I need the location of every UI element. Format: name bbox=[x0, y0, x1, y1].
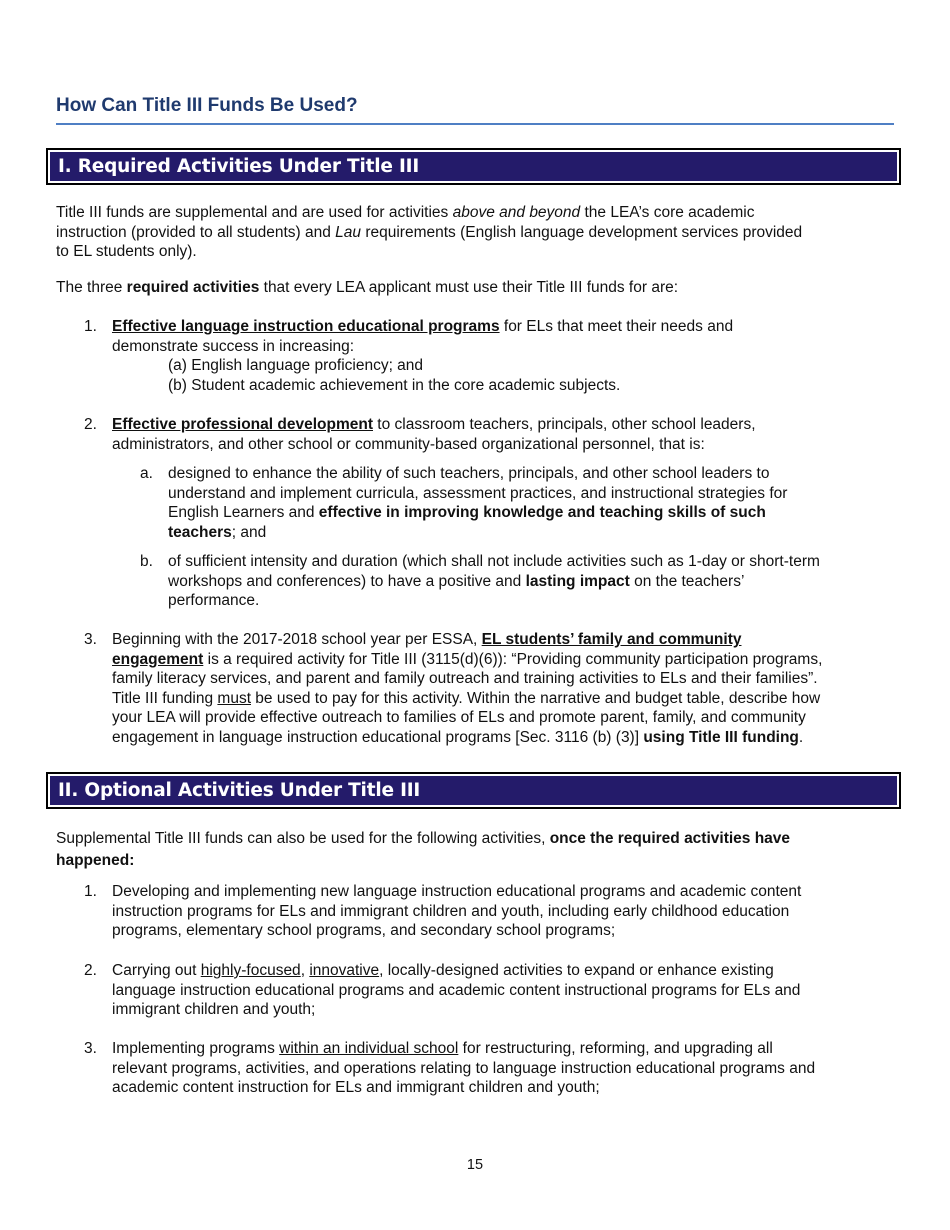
underlined-text: highly-focused bbox=[200, 962, 301, 979]
bold-text: effective in improving knowledge and teaching skills of such bbox=[318, 504, 766, 522]
optional-item-2 bbox=[112, 961, 902, 1020]
list-letter: b. bbox=[140, 553, 153, 570]
bold-underlined-text: Effective professional development bbox=[112, 416, 373, 433]
bold-text: teachers bbox=[168, 523, 232, 541]
text: , bbox=[300, 962, 310, 979]
text: for restructuring, reforming, and upgrading all bbox=[458, 1040, 773, 1057]
text: . bbox=[798, 728, 804, 746]
item-line: designed to enhance the ability of such teachers, principals, and other school leaders to bbox=[168, 465, 770, 482]
list-number: 2. bbox=[84, 416, 97, 433]
item-line bbox=[112, 689, 902, 709]
text: Beginning with the 2017-2018 school year per ESSA, bbox=[112, 631, 482, 648]
text: the LEA’s core academic bbox=[580, 204, 755, 221]
item-line: instruction programs for ELs and immigrant children and youth, including early childhood education bbox=[112, 902, 790, 920]
bold-text: lasting impact bbox=[525, 572, 630, 590]
text: Title III funding bbox=[112, 689, 218, 707]
intro-line-3: to EL students only). bbox=[56, 243, 197, 261]
item-line bbox=[112, 728, 902, 748]
text: to classroom teachers, principals, other school leaders, bbox=[373, 416, 756, 433]
bold-underlined-text: Effective language instruction educational programs bbox=[112, 318, 500, 335]
section-banner-optional bbox=[46, 772, 901, 809]
section-banner-required bbox=[46, 148, 901, 185]
text: Carrying out bbox=[112, 962, 201, 979]
item-line: your LEA will provide effective outreach to families of ELs and promote parent, family, and community bbox=[112, 709, 806, 727]
required-intro-paragraph bbox=[56, 203, 896, 262]
text: Title III funds are supplemental and are used for activities bbox=[56, 204, 453, 221]
list-letter: a. bbox=[140, 465, 153, 482]
item-line: academic content instruction for ELs and immigrant children and youth; bbox=[112, 1079, 600, 1097]
bold-underlined-text: engagement bbox=[112, 650, 204, 668]
intro-line-1 bbox=[56, 203, 896, 223]
text: instruction (provided to all students) and bbox=[56, 223, 336, 241]
text: The three bbox=[56, 279, 127, 296]
page-number: 15 bbox=[466, 1157, 484, 1173]
item-line: understand and implement curricula, assessment practices, and instructional strategies for bbox=[168, 484, 788, 502]
intro-line-1 bbox=[56, 828, 896, 850]
item-line bbox=[112, 650, 902, 670]
required-item-2-sub-a bbox=[168, 464, 893, 542]
list-number: 2. bbox=[84, 962, 97, 979]
intro-line-2 bbox=[56, 223, 896, 243]
intro-line-2: happened: bbox=[56, 852, 135, 869]
item-line: family literacy services, and parent and family outreach and training activities to ELs and their families”. bbox=[112, 670, 818, 688]
optional-item-1 bbox=[112, 882, 902, 941]
text: ; and bbox=[231, 523, 267, 541]
required-item-1 bbox=[112, 317, 902, 356]
optional-item-3 bbox=[112, 1039, 902, 1098]
page-heading: How Can Title III Funds Be Used? bbox=[56, 95, 358, 116]
item-line: relevant programs, activities, and operations relating to language instruction educational programs and bbox=[112, 1059, 816, 1077]
required-item-1-sub-b: (b) Student academic achievement in the core academic subjects. bbox=[168, 377, 621, 394]
item-line: language instruction educational programs and academic content instructional programs for ELs and bbox=[112, 981, 801, 999]
list-number: 3. bbox=[84, 631, 97, 648]
item-line bbox=[112, 961, 902, 981]
text: on the teachers’ bbox=[629, 572, 745, 590]
text: Supplemental Title III funds can also be used for the following activities, bbox=[56, 830, 550, 847]
text: Implementing programs bbox=[112, 1040, 280, 1057]
section-title-optional: II. Optional Activities Under Title III bbox=[58, 780, 421, 801]
item-line bbox=[112, 1039, 902, 1059]
item-line: immigrant children and youth; bbox=[112, 1001, 316, 1019]
required-item-2-sub-b bbox=[168, 552, 893, 611]
emphasis-text: Lau bbox=[335, 223, 362, 241]
optional-intro-paragraph bbox=[56, 828, 896, 872]
item-line bbox=[112, 317, 902, 337]
required-item-3 bbox=[112, 630, 902, 748]
underlined-text: within an individual school bbox=[279, 1040, 459, 1057]
text: is a required activity for Title III (3115(d)(6)): “Providing community participation programs, bbox=[203, 650, 823, 668]
bold-text: using Title III funding bbox=[643, 728, 799, 746]
underlined-text: must bbox=[217, 689, 251, 707]
text: engagement in language instruction educational programs [Sec. 3116 (b) (3)] bbox=[112, 728, 644, 746]
item-line bbox=[112, 415, 902, 435]
emphasis-text: above and beyond bbox=[452, 204, 581, 221]
list-number: 1. bbox=[84, 883, 97, 900]
text: be used to pay for this activity. Within the narrative and budget table, describe how bbox=[251, 689, 821, 707]
text: , locally-designed activities to expand or enhance existing bbox=[379, 962, 774, 979]
section-title-required: I. Required Activities Under Title III bbox=[58, 156, 420, 177]
text: that every LEA applicant must use their Title III funds for are: bbox=[259, 279, 679, 296]
item-line bbox=[112, 630, 902, 650]
heading-divider bbox=[56, 123, 894, 125]
item-line: programs, elementary school programs, and secondary school programs; bbox=[112, 922, 616, 940]
list-number: 1. bbox=[84, 318, 97, 335]
text: English Learners and bbox=[168, 504, 319, 522]
item-line: of sufficient intensity and duration (which shall not include activities such as 1-day or short-term bbox=[168, 553, 820, 570]
three-required-sentence bbox=[56, 278, 896, 298]
bold-text: once the required activities have bbox=[549, 830, 791, 847]
required-item-1-sub-a: (a) English language proficiency; and bbox=[168, 357, 424, 374]
item-line: performance. bbox=[168, 592, 260, 610]
item-line bbox=[168, 503, 893, 523]
bold-underlined-text: EL students’ family and community bbox=[481, 631, 742, 648]
item-line: Developing and implementing new language instruction educational programs and academic content bbox=[112, 883, 802, 900]
required-item-2 bbox=[112, 415, 902, 454]
underlined-text: innovative bbox=[309, 962, 380, 979]
item-line: administrators, and other school or community-based organizational personnel, that is: bbox=[112, 435, 705, 453]
text: workshops and conferences) to have a positive and bbox=[168, 572, 526, 590]
list-number: 3. bbox=[84, 1040, 97, 1057]
text: requirements (English language development services provided bbox=[361, 223, 803, 241]
text: for ELs that meet their needs and bbox=[499, 318, 734, 335]
bold-text: required activities bbox=[126, 279, 260, 296]
item-line bbox=[168, 523, 893, 543]
item-line bbox=[168, 572, 893, 592]
item-line: demonstrate success in increasing: bbox=[112, 337, 355, 355]
